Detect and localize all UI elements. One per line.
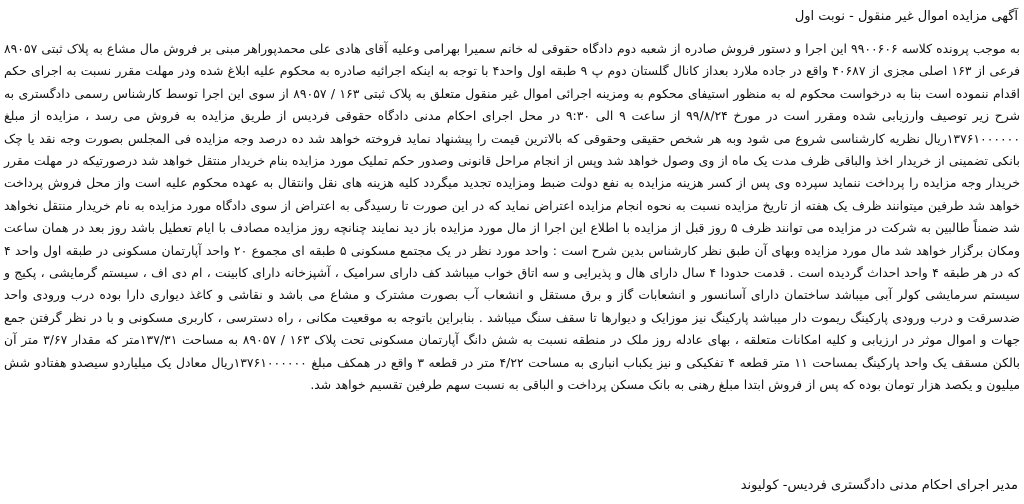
notice-signature: مدیر اجرای احکام مدنی دادگستری فردیس- کولیوند [740,478,1018,493]
notice-body: به موجب پرونده کلاسه ۹۹۰۰۶۰۶ این اجرا و دستور فروش صادره از شعبه دوم دادگاه حقوقی له خانم سمیرا بهرامی وعلیه آقای هادی علی محمدپوراهر مبنی بر فروش مال مشاع به پلاک ثبتی ۸۹۰۵۷ فرعی از ۱۶۳ اصلی مجزی از ۴۰۶۸۷ واقع در جاده ملارد بعداز کانال گلستان دوم پ ۹ طبقه اول واحد۴ با توجه به اینکه اجرائیه صادره به محکوم علیه ابلاغ شده ودر مهلت مقرر نسبت به اجرای حکم اقدام ننموده است بنا به درخواست محکوم له به منظور استیفای محکوم به ومزینه اجرائی اموال غیر منقول متعلق به پلاک ثبتی ۱۶۳ / ۸۹۰۵۷ از سوی این اجرا توسط کارشناس رسمی دادگستری به شرح زیر توصیف وارزیابی شده ومقرر است در مورخ ۹۹/۸/۲۴ از ساعت ۹ الی ۹:۳۰ در محل اجرای احکام مدنی دادگاه حقوقی فردیس از طریق مزایده به فروش می رسد ، مزایده از مبلغ ۱۳۷۶۱۰۰۰۰۰۰ریال نظریه کارشناسی شروع می شود وبه هر شخص حقیقی وحقوقی که بالاترین قیمت را پیشنهاد نماید فروخته خواهد شد ده درصد وجه مزایده فی المجلس بصورت وجه نقد یا چک بانکی تضمینی از خریدار اخذ والباقی ظرف مدت یک ماه از وی وصول خواهد شد وپس از انجام مراحل قانونی وصدور حکم تملیک مورد مزایده بنام خریدار منتقل خواهد شد درصورتیکه در مهلت مقرر خریدار وجه مزایده را پرداخت ننماید سپرده وی پس از کسر هزینه مزایده به نفع دولت ضبط ومزایده تجدید میگردد کلیه هزینه های نقل وانتقال به عهده محکوم علیه است واز محل فروش پرداخت خواهد شد طرفین میتوانند ظرف یک هفته از تاریخ مزایده نسبت به نحوه انجام مزایده اعتراض نماید که در این صورت تا رسیدگی به اعتراض از سوی دادگاه مورد مزایده به نام خریدار منتقل نخواهد شد ضمناً طالبین به شرکت در مزایده می توانند ظرف ۵ روز قبل از مزایده با اطلاع این اجرا از مال مورد مزایده باز دید نمایند چنانچه روز مزایده مصادف با ایام تعطیل باشد روز بعد در همان ساعت ومکان برگزار خواهد شد مال مورد مزایده وبهای آن طبق نظر کارشناس بدین شرح است : واحد مورد نظر در یک مجتمع مسکونی ۵ طبقه ای مجموع ۲۰ واحد آپارتمان مسکونی در طبقه اول واحد ۴ که در هر طبقه ۴ واحد احداث گردیده است . قدمت حدودا ۴ سال دارای هال و پذیرایی و سه اتاق خواب میباشد کف دارای سرامیک ، آشپزخانه دارای کابینت ، ام دی اف ، سیستم گرمایشی ، پکیج و سیستم سرمایشی کولر آبی میباشد ساختمان دارای آسانسور و انشعابات گاز و برق مستقل و انشعاب آب بصورت مشترک و مشاع می باشد و نقاشی و کاغذ دیواری دارا بوده درب ورودی واحد ضدسرقت و درب ورودی پارکینگ ریموت دار میباشد پارکینگ نیز موزایک و دیوارها تا سقف سنگ میباشد . بنابراین باتوجه به موقعیت مکانی ، راه دسترسی ، کاربری مسکونی و با در نظر گرفتن جمع جهات و اموال موثر در ارزیابی و کلیه امکانات متعلقه ، بهای عادله روز ملک در منطقه نسبت به شش دانگ آپارتمان مسکونی تحت پلاک ۱۶۳ / ۸۹۰۵۷ به مساحت ۱۳۷/۳۱متر که مقدار ۳/۶۷ متر آن بالکن مسقف یک واحد پارکینگ بمساحت ۱۱ متر قطعه ۴ تفکیکی و نیز یکباب انباری به مساحت ۴/۲۲ متر در قطعه ۳ واقع در همکف مبلغ ۱۳۷۶۱۰۰۰۰۰۰ریال معادل یک میلیاردو سیصدو هفتادو شش میلیون و یکصد هزار تومان بوده که پس از فروش ابتدا مبلغ رهنی به بانک مسکن پرداخت و الباقی به نسبت سهم طرفین تقسیم خواهد شد. [4,41,1021,393]
notice-title: آگهی مزایده اموال غیر منقول - نوبت اول [794,9,1018,24]
